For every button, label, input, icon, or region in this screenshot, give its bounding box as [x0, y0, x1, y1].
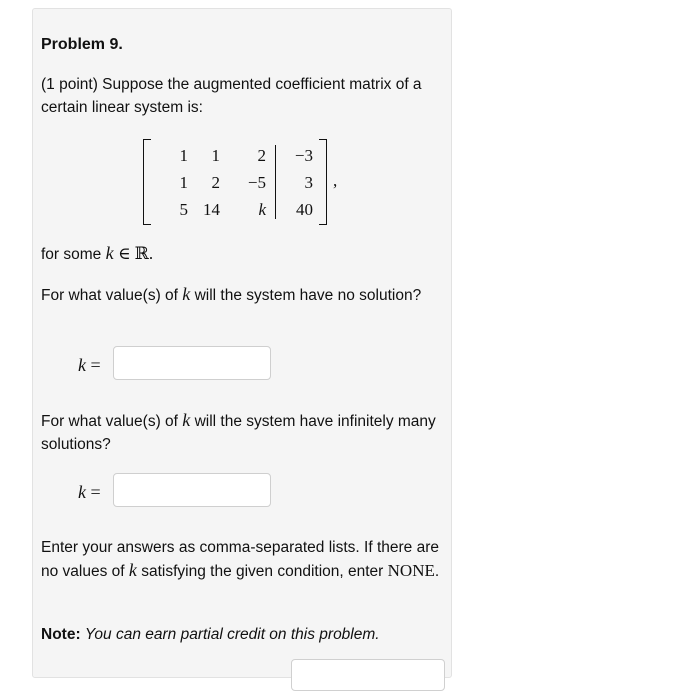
- instructions-before: Enter your answers as comma-separated lists. If there are no values of: [41, 539, 439, 580]
- matrix-right-bracket: [319, 139, 327, 225]
- question-infinite-solutions: [41, 409, 443, 456]
- q2-text-after: will the system have infinitely many solutions?: [41, 413, 436, 453]
- instructions-var-k: k: [128, 560, 137, 580]
- q1-var-k: k: [182, 284, 191, 304]
- in-reals-symbol: ∈ ℝ.: [117, 244, 154, 263]
- submit-button-partial[interactable]: [291, 659, 445, 691]
- q2-label-var: k: [78, 482, 86, 502]
- for-some-k-line: [41, 242, 443, 266]
- instructions-after: satisfying the given condition, enter: [141, 563, 384, 580]
- instructions-text: [41, 536, 443, 583]
- q1-text-after: will the system have no solution?: [194, 287, 422, 304]
- matrix-cell-r3c1: 5: [179, 200, 188, 219]
- none-keyword: NONE: [387, 561, 435, 580]
- q1-answer-label: [78, 355, 101, 376]
- q1-label-eq: =: [86, 355, 101, 375]
- q2-var-k: k: [182, 410, 191, 430]
- augmented-matrix: [143, 139, 348, 227]
- matrix-cell-r2c3: −5: [247, 173, 266, 192]
- q2-label-eq: =: [86, 482, 101, 502]
- note-label: Note:: [41, 626, 81, 643]
- matrix-cell-r1c1: 1: [179, 146, 188, 165]
- matrix-cell-r1c4: −3: [294, 146, 313, 165]
- matrix-cell-r2c4: 3: [304, 173, 313, 192]
- problem-title: Problem 9.: [41, 36, 123, 53]
- for-some-prefix: for some: [41, 246, 102, 263]
- matrix-cell-r2c1: 1: [179, 173, 188, 192]
- q1-text-before: For what value(s) of: [41, 287, 178, 304]
- matrix-cell-r1c2: 1: [211, 146, 220, 165]
- no-solution-answer-input[interactable]: [113, 346, 271, 380]
- matrix-cell-r2c2: 2: [211, 173, 220, 192]
- augmented-divider: [275, 145, 276, 219]
- matrix-left-bracket: [143, 139, 151, 225]
- q1-label-var: k: [78, 355, 86, 375]
- q2-text-before: For what value(s) of: [41, 413, 178, 430]
- var-k: k: [105, 243, 114, 263]
- matrix-cell-r1c3: 2: [257, 146, 266, 165]
- matrix-cell-r3c3: k: [258, 200, 266, 219]
- infinite-solutions-answer-input[interactable]: [113, 473, 271, 507]
- instructions-period: .: [434, 563, 440, 580]
- note-text: You can earn partial credit on this problem.: [84, 626, 380, 643]
- question-no-solution: [41, 283, 443, 307]
- q2-answer-label: [78, 482, 101, 503]
- problem-card: [32, 8, 452, 678]
- matrix-cell-r3c4: 40: [296, 200, 313, 219]
- matrix-trailing-comma: ,: [333, 171, 338, 190]
- problem-intro: (1 point) Suppose the augmented coefficient matrix of a certain linear system is:: [41, 76, 422, 116]
- partial-credit-note: [41, 623, 443, 646]
- matrix-cell-r3c2: 14: [203, 200, 220, 219]
